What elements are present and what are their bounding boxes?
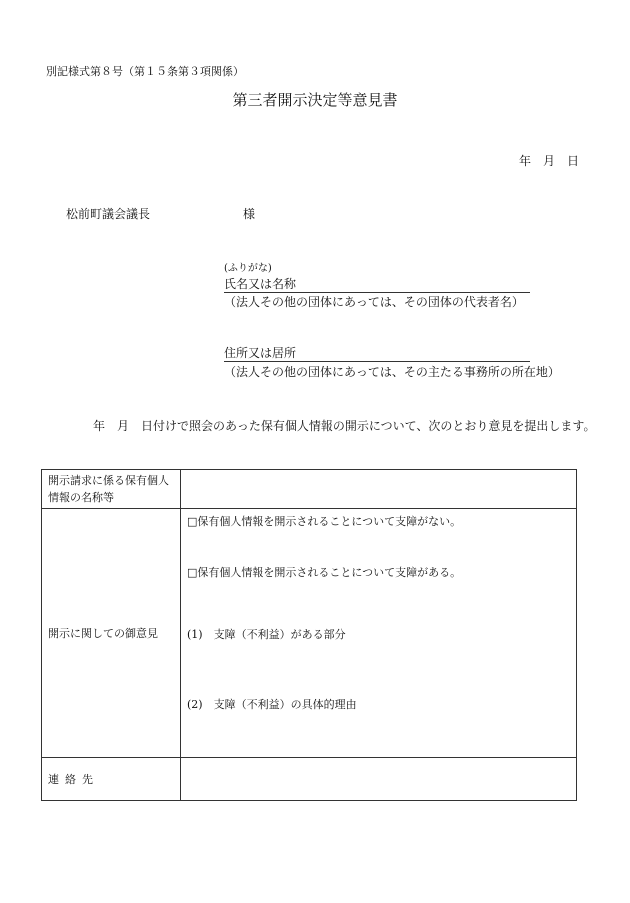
opinion-label: 開示に関しての御意見 [42, 509, 181, 758]
table-row [42, 470, 577, 509]
address-note: （法人その他の団体にあっては、その主たる事務所の所在地） [224, 365, 560, 379]
info-name-cell[interactable] [181, 470, 577, 509]
addressee-honorific: 様 [243, 207, 256, 221]
table-row [42, 758, 577, 801]
address-field[interactable]: 住所又は居所 [224, 345, 530, 362]
opinion-table [41, 469, 577, 801]
addressee-name: 松前町議会議長 [66, 207, 151, 221]
furigana-label: (ふりがな) [224, 263, 272, 274]
table-row [42, 509, 577, 758]
info-name-label: 開示請求に係る保有個人情報の名称等 [42, 470, 181, 509]
option-issue-checkbox[interactable]: □保有個人情報を開示されることについて支障がある。 [187, 566, 462, 579]
name-note: （法人その他の団体にあっては、その団体の代表者名） [224, 295, 524, 309]
contact-cell[interactable] [181, 758, 577, 801]
issue-reason-item: (2) 支障（不利益）の具体的理由 [187, 698, 357, 711]
opinion-cell[interactable] [181, 509, 577, 758]
issue-part-item: (1) 支障（不利益）がある部分 [187, 628, 346, 641]
form-number: 別記様式第８号（第１５条第３項関係） [46, 65, 244, 78]
statement-text: 年 月 日付けで照会のあった保有個人情報の開示について、次のとおり意見を提出します。 [93, 419, 596, 433]
date-line[interactable]: 年 月 日 [519, 154, 580, 168]
option-no-issue-checkbox[interactable]: □保有個人情報を開示されることについて支障がない。 [187, 515, 462, 528]
contact-label: 連絡先 [42, 758, 181, 801]
document-title: 第三者開示決定等意見書 [232, 91, 398, 109]
name-field[interactable]: 氏名又は名称 [224, 276, 530, 293]
